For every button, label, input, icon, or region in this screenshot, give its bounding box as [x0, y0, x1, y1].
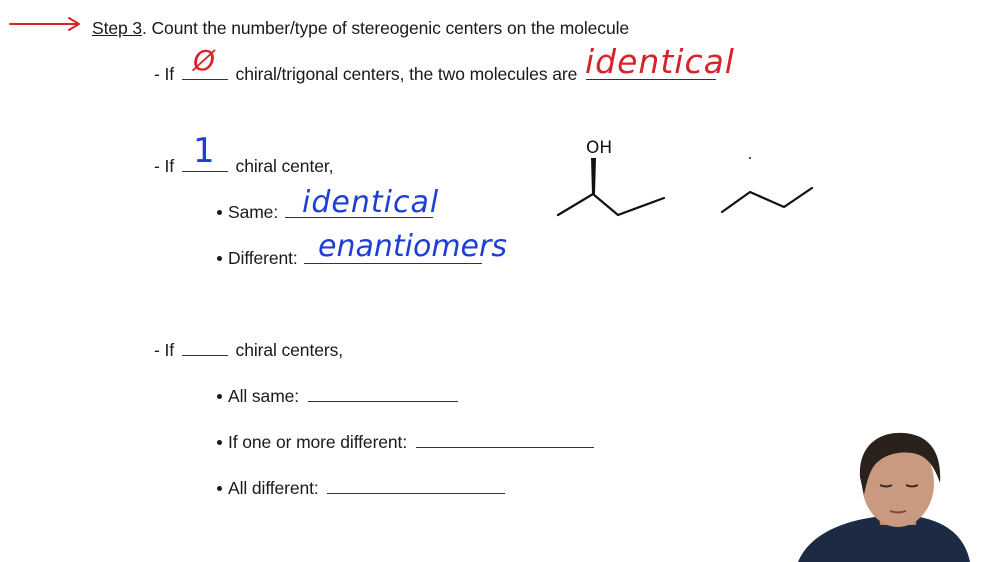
same-label: Same:	[228, 202, 279, 222]
skeleton-right	[722, 188, 812, 212]
handwritten-zero: Ø	[193, 44, 216, 77]
all-same-blank	[308, 385, 458, 402]
item-all-same	[217, 385, 458, 407]
step-text: . Count the number/type of stereogenic centers on the molecule	[142, 18, 630, 38]
item-multi-prefix: - If	[154, 340, 175, 360]
handwritten-identical-red: identical	[585, 42, 735, 81]
bullet	[217, 486, 222, 491]
bullet	[217, 210, 222, 215]
item-one-prefix: - If	[154, 156, 175, 176]
all-same-label: All same:	[228, 386, 300, 406]
dot-mark	[749, 157, 751, 159]
one-or-more-label: If one or more different:	[228, 432, 408, 452]
skeleton-left	[558, 194, 664, 215]
handwritten-enantiomers: enantiomers	[318, 229, 507, 264]
molecule-drawing	[540, 128, 830, 228]
item-zero-text: chiral/trigonal centers, the two molecules are	[235, 64, 578, 84]
item-multi-blank	[182, 339, 228, 356]
item-zero-prefix: - If	[154, 64, 175, 84]
item-one-text: chiral center,	[235, 156, 334, 176]
red-arrow-icon	[6, 14, 86, 34]
item-multi-text: chiral centers,	[235, 340, 343, 360]
item-all-different	[217, 477, 505, 499]
handwritten-one: 1	[193, 131, 215, 171]
item-one-line	[154, 155, 333, 177]
bullet	[217, 440, 222, 445]
item-multi-line	[154, 339, 343, 361]
different-label: Different:	[228, 248, 298, 268]
bullet	[217, 394, 222, 399]
handwritten-identical-blue: identical	[302, 185, 440, 220]
oh-label: OH	[586, 138, 613, 158]
wedge-bond	[591, 158, 596, 194]
step-heading	[92, 17, 629, 39]
all-different-label: All different:	[228, 478, 319, 498]
bullet	[217, 256, 222, 261]
presenter-video	[780, 425, 1000, 562]
item-one-or-more	[217, 431, 594, 453]
step-label: Step 3	[92, 18, 142, 38]
all-different-blank	[327, 477, 505, 494]
one-or-more-blank	[416, 431, 594, 448]
